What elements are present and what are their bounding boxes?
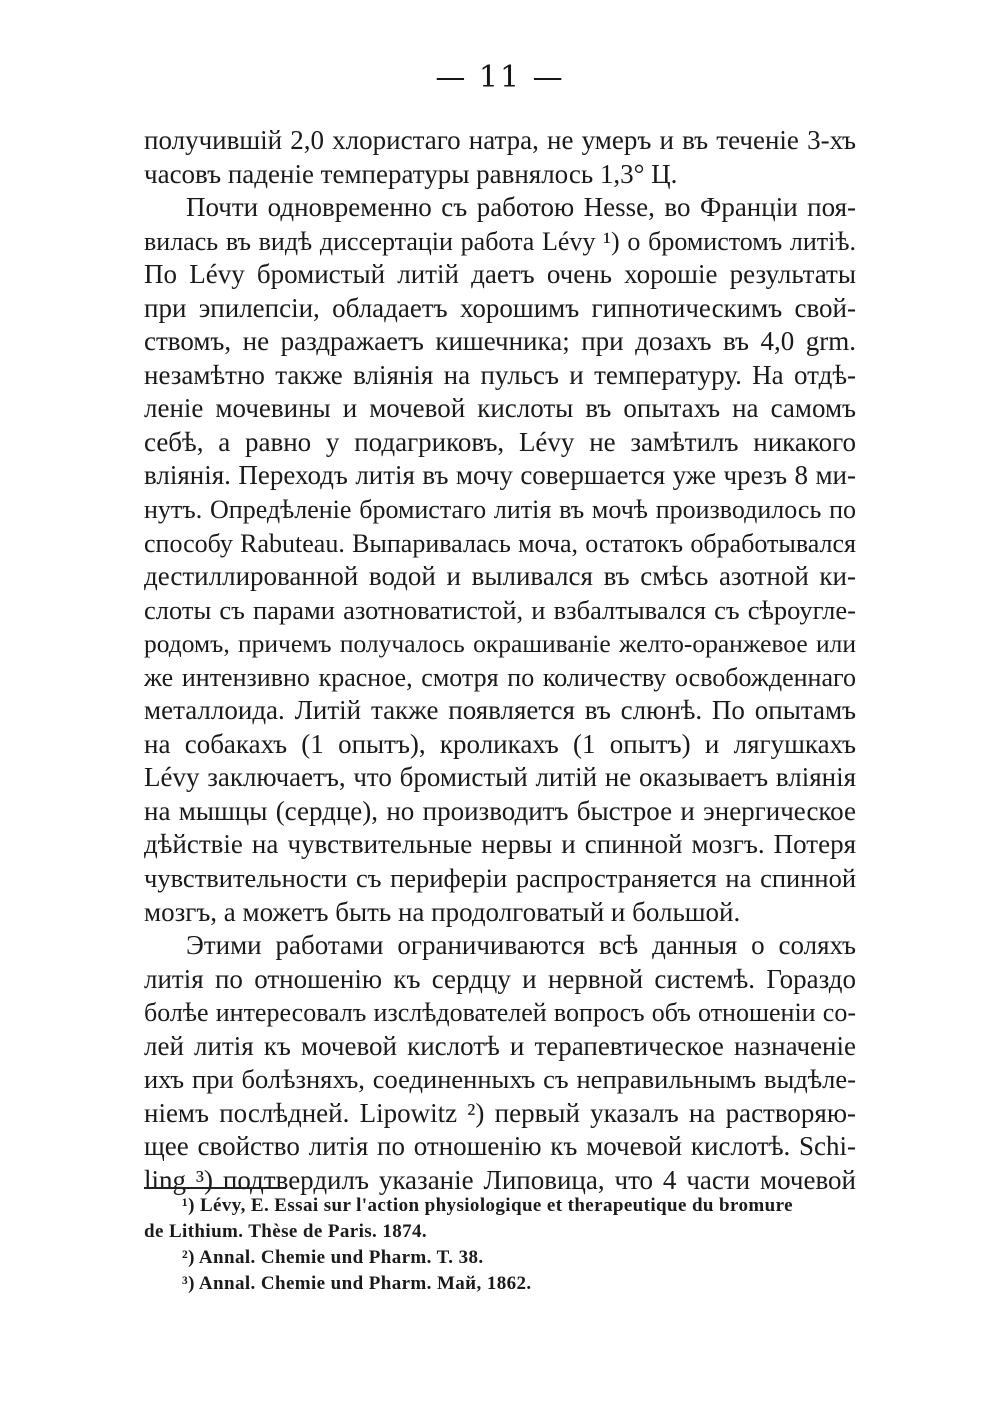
text-line: По Lévy бромистый литій даетъ очень хорошіе результаты xyxy=(144,259,856,290)
text-line: на собакахъ (1 опытъ), кроликахъ (1 опытъ) и лягушкахъ xyxy=(144,728,856,759)
page-number: — 11 — xyxy=(435,60,565,95)
text-line: ling ³) подтвердилъ указаніе Липовица, что 4 части мочевой xyxy=(144,1164,856,1195)
footnotes xyxy=(144,1193,856,1297)
text-line: получившій 2,0 хлористаго натра, не умеръ и въ теченіе 3-хъ xyxy=(144,125,856,155)
text-line: Этими работами ограничиваются всѣ данныя о соляхъ xyxy=(186,930,856,961)
text-line: литія по отношенію къ сердцу и нервной системѣ. Гораздо xyxy=(144,963,856,994)
text-line: способу Rabuteau. Выпаривалась моча, остатокъ обработывался xyxy=(144,528,856,558)
text-line: Почти одновременно съ работою Hesse, во Франціи поя- xyxy=(186,192,856,223)
text-line: мозгъ, а можетъ быть на продолговатый и большой. xyxy=(144,896,741,927)
text-line: нутъ. Опредѣленіе бромистаго литія въ мочѣ производилось по xyxy=(144,495,856,525)
body-text xyxy=(144,124,856,1198)
footnote-line: ¹) Lévy, E. Essai sur l'action physiologique et therapeutique du bromure xyxy=(182,1195,793,1216)
text-line: щее свойство литія по отношенію къ мочевой кислотѣ. Schi- xyxy=(144,1131,856,1162)
text-line: же интензивно красное, смотря по количеству освобожденнаго xyxy=(144,662,856,692)
text-line: вліянія. Переходъ литія въ мочу совершается уже чрезъ 8 ми- xyxy=(144,460,856,491)
text-line: дестиллированной водой и выливался въ смѣсь азотной ки- xyxy=(144,561,856,592)
text-line: лей литія къ мочевой кислотѣ и терапевтическое назначеніе xyxy=(144,1030,856,1061)
text-line: металлоида. Литій также появляется въ слюнѣ. По опытамъ xyxy=(144,695,856,726)
footnote-line: ³) Annal. Chemie und Pharm. Maй, 1862. xyxy=(182,1273,532,1294)
text-line: леніе мочевины и мочевой кислоты въ опытахъ на самомъ xyxy=(144,393,856,424)
text-line: болѣе интересовалъ изслѣдователей вопросъ объ отношеніи со- xyxy=(144,998,856,1028)
text-line: при эпилепсіи, обладаетъ хорошимъ гипнотическимъ свой- xyxy=(144,292,856,323)
text-line: себѣ, а равно у подагриковъ, Lévy не замѣтилъ никакого xyxy=(144,426,856,457)
text-line: ихъ при болѣзняхъ, соединенныхъ съ неправильнымъ выдѣле- xyxy=(144,1064,856,1095)
text-line: часовъ паденіе температуры равнялось 1,3° Ц. xyxy=(144,158,678,189)
text-line: родомъ, причемъ получалось окрашиваніе желто-оранжевое или xyxy=(144,629,856,659)
text-line: вилась въ видѣ диссертаціи работа Lévy ¹) о бромистомъ литіѣ. xyxy=(144,226,856,256)
text-line: ніемъ послѣдней. Lipowitz ²) первый указалъ на растворяю- xyxy=(144,1097,856,1128)
text-line: дѣйствіе на чувствительные нервы и спинной мозгъ. Потеря xyxy=(144,829,856,860)
text-line: на мышцы (сердце), но производитъ быстрое и энергическое xyxy=(144,795,856,826)
text-line: слоты съ парами азотноватистой, и взбалтывался съ сѣроугле- xyxy=(144,594,856,625)
text-line: незамѣтно также вліянія на пульсъ и температуру. На отдѣ- xyxy=(144,359,856,390)
footnote-line: ²) Annal. Chemie und Pharm. T. 38. xyxy=(182,1247,484,1268)
text-line: ствомъ, не раздражаетъ кишечника; при дозахъ въ 4,0 grm. xyxy=(144,326,856,357)
footnote-divider xyxy=(144,1187,286,1189)
text-line: чувствительности съ периферіи распространяется на спинной xyxy=(144,863,856,894)
footnote-line: de Lithium. Thèse de Paris. 1874. xyxy=(144,1221,428,1242)
text-line: Lévy заключаетъ, что бромистый литій не оказываетъ вліянія xyxy=(144,762,856,793)
